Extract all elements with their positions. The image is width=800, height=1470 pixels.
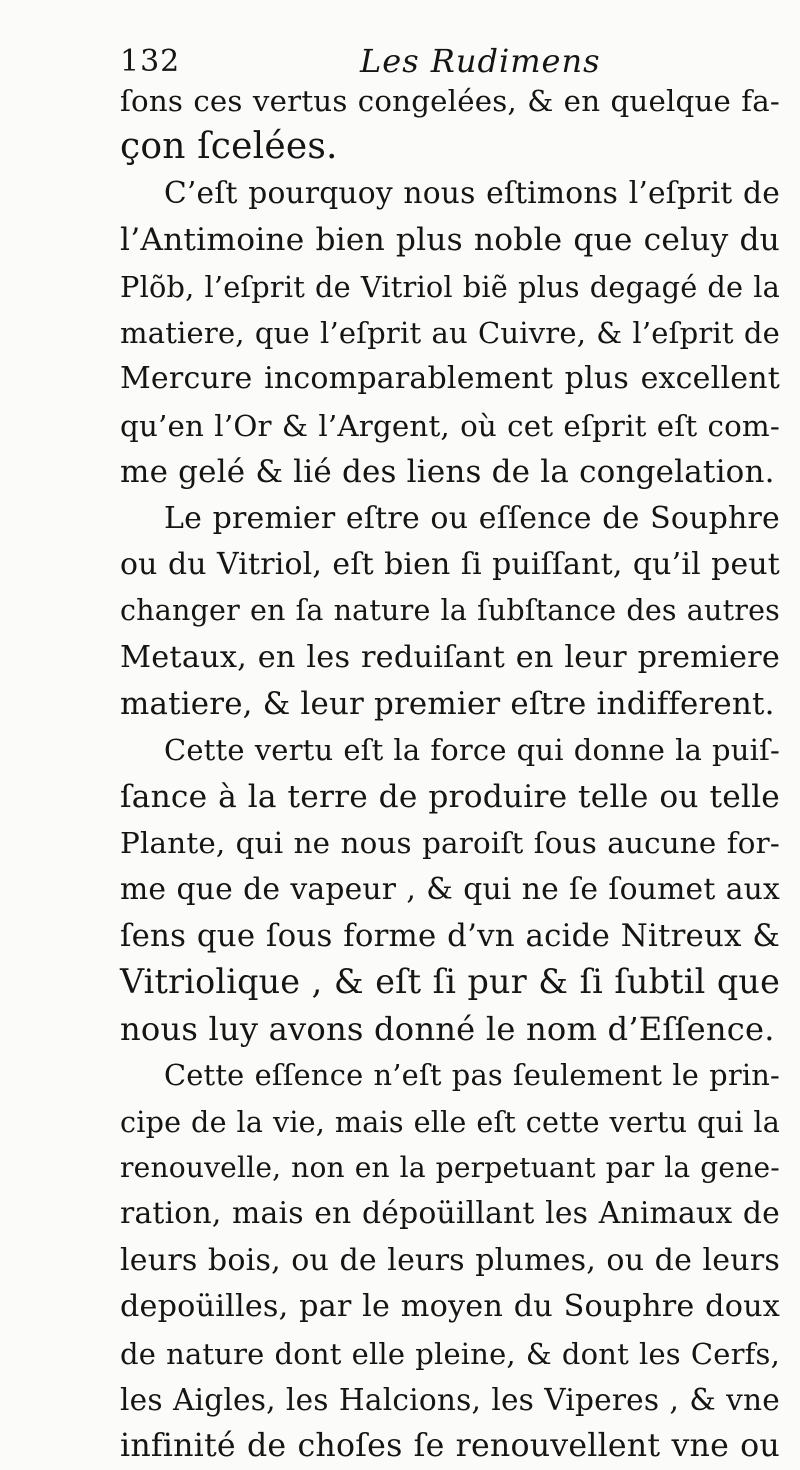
text-line: Metaux, en les reduiſant en leur premiere — [120, 639, 780, 675]
text-line: renouvelle, non en la perpetuant par la gene- — [120, 1150, 780, 1184]
text-line: changer en ſa nature la ſubſtance des autres — [120, 594, 780, 628]
text-line: cipe de la vie, mais elle eſt cette vertu qui la — [120, 1104, 780, 1139]
text-line: leurs bois, ou de leurs plumes, ou de leurs — [120, 1242, 780, 1278]
paragraph — [120, 727, 780, 1052]
text-line: me gelé & lié des liens de la congelation. — [120, 454, 775, 491]
text-line: ration, mais en dépoüillant les Animaux de — [120, 1196, 780, 1232]
paragraph — [120, 171, 780, 496]
text-line: depoüilles, par le moyen du Souphre doux — [120, 1289, 780, 1325]
text-line: ou du Vitriol, eſt bien ſi puiſſant, qu’il peut — [120, 546, 780, 582]
text-line: ſons ces vertus congelées, & en quelque fa- — [120, 84, 780, 118]
text-line: les Aigles, les Halcions, les Viperes , & vne — [120, 1382, 780, 1417]
text-line: qu’en l’Or & l’Argent, où cet eſprit eſt com- — [120, 408, 780, 443]
text-line: Vitriolique , & eſt ſi pur & ſi ſubtil que — [120, 962, 780, 1002]
text-line: infinité de choſes ſe renouvellent vne ou — [120, 1428, 780, 1465]
text-line: matiere, que l’eſprit au Cuivre, & l’eſprit de — [120, 315, 780, 350]
text-line: matiere, & leur premier eſtre indifferent. — [120, 686, 775, 723]
text-line: de nature dont elle pleine, & dont les Cerfs, — [120, 1336, 780, 1371]
running-title: Les Rudimens — [360, 42, 601, 80]
paragraph — [120, 78, 780, 171]
text-line: Cette eſſence n’eſt pas ſeulement le prin- — [164, 1058, 780, 1093]
paragraph — [120, 1052, 780, 1470]
text-line: Plõb, l’eſprit de Vitriol biẽ plus degagé de la — [120, 269, 780, 304]
page-number: 132 — [120, 44, 181, 79]
text-line: me que de vapeur , & qui ne ſe ſoumet aux — [120, 871, 780, 907]
text-line: Mercure incomparablement plus excellent — [120, 361, 780, 397]
text-line: Plante, qui ne nous paroiſt ſous aucune for- — [120, 826, 780, 861]
text-line: Cette vertu eſt la force qui donne la puiſ- — [164, 733, 780, 768]
text-line: ſens que ſous forme d’vn acide Nitreux & — [120, 918, 780, 955]
paragraph — [120, 496, 780, 728]
text-line: çon ſcelées. — [120, 126, 338, 168]
text-line: C’eſt pourquoy nous eſtimons l’eſprit de — [164, 175, 780, 211]
body-text — [120, 78, 780, 1470]
text-line: l’Antimoine bien plus noble que celuy du — [120, 222, 780, 259]
text-line: Le premier eſtre ou eſſence de Souphre — [164, 500, 780, 536]
text-line: nous luy avons donné le nom d’Eſſence. — [120, 1009, 775, 1048]
text-line: ſance à la terre de produire telle ou telle — [120, 778, 780, 815]
